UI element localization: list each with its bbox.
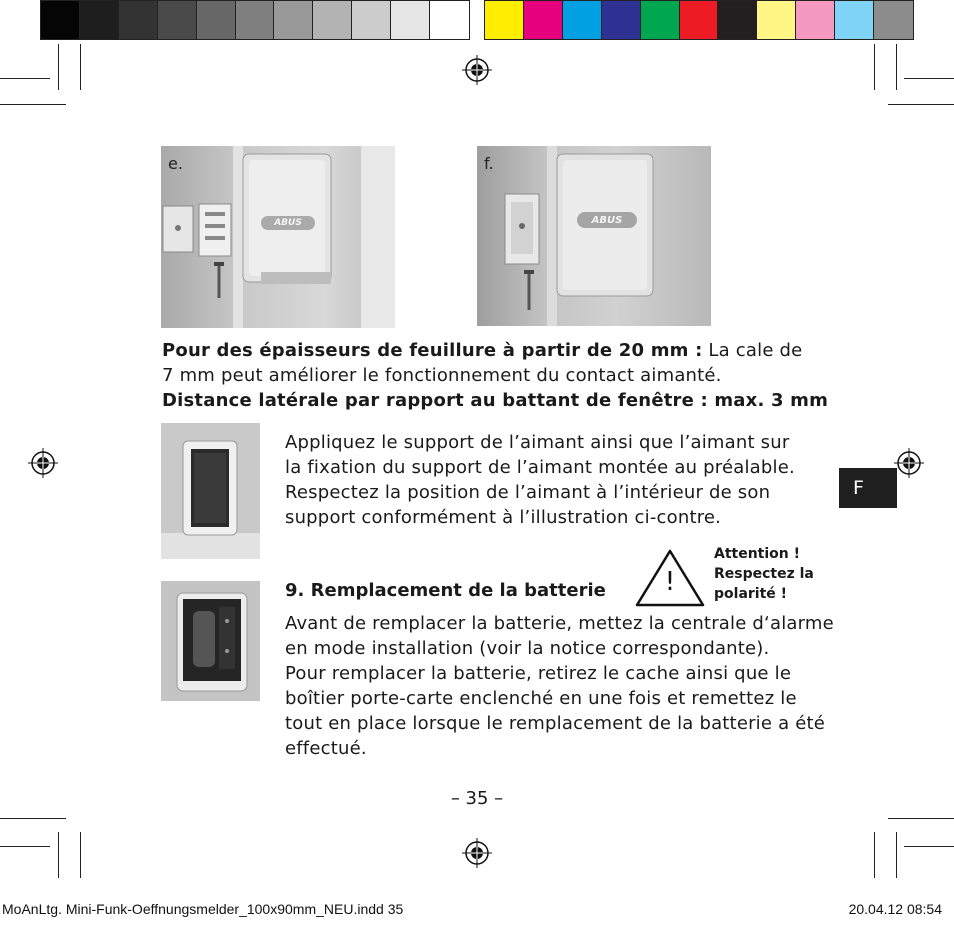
color-swatch <box>352 1 391 39</box>
photo-f-magnet-contact-without-spacer <box>477 146 711 326</box>
text-line: Respectez la position de l’aimant à l’intérieur de son <box>285 482 771 503</box>
color-swatch <box>641 1 680 39</box>
color-swatch <box>680 1 719 39</box>
crop-mark <box>80 832 81 878</box>
crop-mark <box>888 818 954 819</box>
crop-mark <box>874 832 875 878</box>
color-swatch <box>236 1 275 39</box>
crop-mark <box>0 104 66 105</box>
rebate-depth-text: La cale de <box>702 340 803 361</box>
page-number: – 35 – <box>450 788 504 809</box>
color-swatch <box>757 1 796 39</box>
text-line: la fixation du support de l’aimant montée au préalable. <box>285 457 795 478</box>
color-swatch <box>563 1 602 39</box>
color-swatch <box>119 1 158 39</box>
spacer-text: 7 mm peut améliorer le fonctionnement du contact aimanté. <box>162 365 722 386</box>
text-line: effectué. <box>285 738 367 759</box>
color-swatch <box>197 1 236 39</box>
battery-replacement-instructions <box>285 611 845 761</box>
color-swatch <box>602 1 641 39</box>
text-line: boîtier porte-carte enclenché en une fois et remettez le <box>285 688 797 709</box>
photo-e-magnet-contact-with-spacer <box>161 146 395 328</box>
crop-mark <box>904 846 954 847</box>
photo-battery-compartment <box>161 581 260 701</box>
color-swatch <box>524 1 563 39</box>
slug-filename: MoAnLtg. Mini-Funk-Oeffnungsmelder_100x90mm_NEU.indd 35 <box>2 901 404 917</box>
abus-logo: ABUS <box>591 215 623 226</box>
color-swatch <box>485 1 524 39</box>
text-line: tout en place lorsque le remplacement de la batterie a été <box>285 713 826 734</box>
color-swatch <box>430 1 469 39</box>
crop-mark <box>0 818 66 819</box>
registration-mark-icon <box>462 838 492 868</box>
slug-date-time: 20.04.12 08:54 <box>848 901 942 917</box>
text-line: Avant de remplacer la batterie, mettez la centrale d‘alarme <box>285 613 834 634</box>
color-swatch <box>718 1 757 39</box>
grayscale-color-bar <box>40 0 470 40</box>
crop-mark <box>874 44 875 90</box>
text-line: support conformément à l’illustration ci-contre. <box>285 507 722 528</box>
polarity-warning <box>714 544 814 604</box>
language-tab: F <box>839 468 897 508</box>
process-color-bar <box>484 0 914 40</box>
crop-mark <box>80 44 81 90</box>
color-swatch <box>313 1 352 39</box>
text-line: Pour remplacer la batterie, retirez le cache ainsi que le <box>285 663 792 684</box>
color-swatch <box>274 1 313 39</box>
warning-line: polarité ! <box>714 586 788 602</box>
crop-mark <box>896 44 897 90</box>
crop-mark <box>58 832 59 878</box>
registration-mark-icon <box>28 448 58 478</box>
warning-line: Attention ! <box>714 546 801 562</box>
crop-mark <box>888 104 954 105</box>
color-swatch <box>796 1 835 39</box>
text-line: en mode installation (voir la notice correspondante). <box>285 638 770 659</box>
rebate-depth-heading: Pour des épaisseurs de feuillure à partir de 20 mm : <box>162 340 703 361</box>
warning-exclamation: ! <box>664 567 676 597</box>
text-line: Appliquez le support de l’aimant ainsi que l’aimant sur <box>285 432 790 453</box>
color-swatch <box>158 1 197 39</box>
color-swatch <box>874 1 913 39</box>
color-swatch <box>391 1 430 39</box>
crop-mark <box>58 44 59 90</box>
crop-mark <box>0 846 50 847</box>
battery-section-heading: 9. Remplacement de la batterie <box>285 580 606 601</box>
abus-logo: ABUS <box>274 218 302 228</box>
photo-magnet-in-holder <box>161 423 260 559</box>
lateral-distance-text: Distance latérale par rapport au battant de fenêtre : max. 3 mm <box>162 390 829 411</box>
magnet-mounting-instructions <box>285 430 845 530</box>
color-swatch <box>80 1 119 39</box>
registration-mark-icon <box>894 448 924 478</box>
color-swatch <box>41 1 80 39</box>
photo-label: f. <box>484 154 494 173</box>
registration-mark-icon <box>462 55 492 85</box>
crop-mark <box>904 78 954 79</box>
warning-line: Respectez la <box>714 566 814 582</box>
crop-mark <box>896 832 897 878</box>
crop-mark <box>0 78 50 79</box>
color-swatch <box>835 1 874 39</box>
photo-label: e. <box>168 154 183 173</box>
spacer-instructions <box>162 338 842 413</box>
